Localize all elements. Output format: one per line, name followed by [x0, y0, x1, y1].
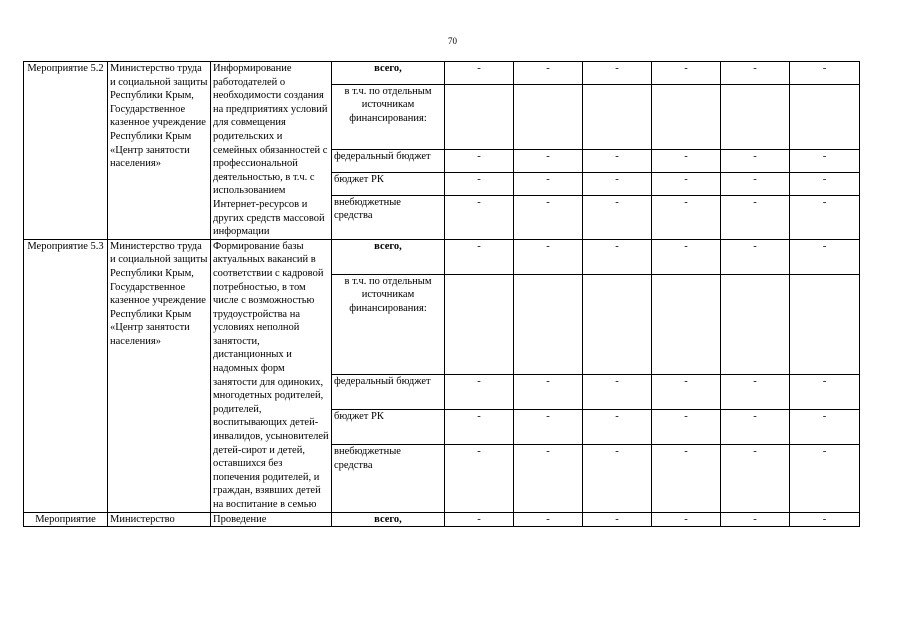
- value-cell: -: [583, 444, 652, 512]
- executor-cell: Министерство: [108, 512, 211, 527]
- value-cell: -: [721, 374, 790, 409]
- value-cell: -: [790, 62, 860, 85]
- page-number: 70: [448, 36, 457, 46]
- source-rk: бюджет РК: [332, 172, 445, 195]
- description-cell: Формирование базы актуальных вакансий в соответствии с кадровой потребностью, в том числе с возможностью трудоустройства на условиях неполной занятости, дистанционных и надомных форм занятости для одиноких, многодетных родителей, родителей, воспитывающих детей-инвалидов, усыновителей детей-сирот и детей, оставшихся без попечения родителей, и граждан, взявших детей на воспитание в семью: [211, 239, 332, 512]
- source-total: всего,: [332, 62, 445, 85]
- value-cell: -: [652, 62, 721, 85]
- value-cell: -: [445, 150, 514, 173]
- value-cell: -: [790, 150, 860, 173]
- value-cell: -: [652, 150, 721, 173]
- value-cell: -: [721, 512, 790, 527]
- value-cell: -: [721, 150, 790, 173]
- value-cell: -: [445, 512, 514, 527]
- value-cell: -: [514, 172, 583, 195]
- value-cell: [514, 274, 583, 374]
- source-rk: бюджет РК: [332, 409, 445, 444]
- table-row: [24, 62, 860, 85]
- table-row: [24, 512, 860, 527]
- value-cell: -: [652, 512, 721, 527]
- value-cell: -: [583, 62, 652, 85]
- value-cell: -: [514, 239, 583, 274]
- value-cell: [721, 274, 790, 374]
- source-federal: федеральный бюджет: [332, 374, 445, 409]
- value-cell: -: [790, 512, 860, 527]
- value-cell: [790, 84, 860, 149]
- value-cell: -: [514, 444, 583, 512]
- source-extra: внебюджетные средства: [332, 195, 445, 239]
- source-extra: внебюджетные средства: [332, 444, 445, 512]
- executor-cell: Министерство труда и социальной защиты Республики Крым, Государственное казенное учреждение Республики Крым «Центр занятости населения»: [108, 239, 211, 512]
- executor-cell: Министерство труда и социальной защиты Республики Крым, Государственное казенное учреждение Республики Крым «Центр занятости населения»: [108, 62, 211, 240]
- source-total: всего,: [332, 512, 445, 527]
- value-cell: -: [721, 409, 790, 444]
- value-cell: -: [445, 195, 514, 239]
- value-cell: -: [445, 409, 514, 444]
- value-cell: -: [583, 150, 652, 173]
- value-cell: -: [721, 195, 790, 239]
- value-cell: -: [583, 409, 652, 444]
- table-row: [24, 239, 860, 274]
- value-cell: -: [790, 172, 860, 195]
- value-cell: -: [652, 172, 721, 195]
- value-cell: [652, 274, 721, 374]
- value-cell: [721, 84, 790, 149]
- source-including: в т.ч. по отдельным источникам финансирования:: [332, 84, 445, 149]
- value-cell: -: [445, 374, 514, 409]
- value-cell: [445, 84, 514, 149]
- value-cell: -: [583, 239, 652, 274]
- value-cell: -: [583, 512, 652, 527]
- value-cell: [583, 84, 652, 149]
- value-cell: -: [721, 444, 790, 512]
- value-cell: -: [790, 409, 860, 444]
- value-cell: -: [652, 409, 721, 444]
- value-cell: -: [445, 239, 514, 274]
- source-federal: федеральный бюджет: [332, 150, 445, 173]
- value-cell: -: [790, 239, 860, 274]
- value-cell: -: [514, 512, 583, 527]
- value-cell: -: [652, 374, 721, 409]
- value-cell: -: [514, 374, 583, 409]
- source-including: в т.ч. по отдельным источникам финансирования:: [332, 274, 445, 374]
- description-cell: Проведение: [211, 512, 332, 527]
- value-cell: -: [652, 444, 721, 512]
- value-cell: -: [790, 444, 860, 512]
- value-cell: -: [790, 195, 860, 239]
- value-cell: -: [721, 239, 790, 274]
- value-cell: [445, 274, 514, 374]
- event-cell: Мероприятие: [24, 512, 108, 527]
- value-cell: [514, 84, 583, 149]
- value-cell: -: [583, 374, 652, 409]
- event-cell: Мероприятие 5.3: [24, 239, 108, 512]
- value-cell: -: [514, 150, 583, 173]
- source-total: всего,: [332, 239, 445, 274]
- value-cell: -: [445, 172, 514, 195]
- funding-table: [23, 61, 860, 527]
- value-cell: -: [445, 62, 514, 85]
- value-cell: -: [514, 409, 583, 444]
- value-cell: [790, 274, 860, 374]
- value-cell: -: [445, 444, 514, 512]
- event-cell: Мероприятие 5.2: [24, 62, 108, 240]
- description-cell: Информирование работодателей о необходимости создания на предприятиях условий для совмещения родительских и семейных обязанностей с профессиональной деятельностью, в т.ч. с использованием Интернет-ресурсов и других средств массовой информации: [211, 62, 332, 240]
- value-cell: -: [790, 374, 860, 409]
- value-cell: -: [514, 62, 583, 85]
- value-cell: -: [583, 172, 652, 195]
- value-cell: -: [652, 239, 721, 274]
- value-cell: [652, 84, 721, 149]
- value-cell: -: [721, 172, 790, 195]
- value-cell: -: [583, 195, 652, 239]
- value-cell: -: [721, 62, 790, 85]
- value-cell: -: [514, 195, 583, 239]
- value-cell: [583, 274, 652, 374]
- value-cell: -: [652, 195, 721, 239]
